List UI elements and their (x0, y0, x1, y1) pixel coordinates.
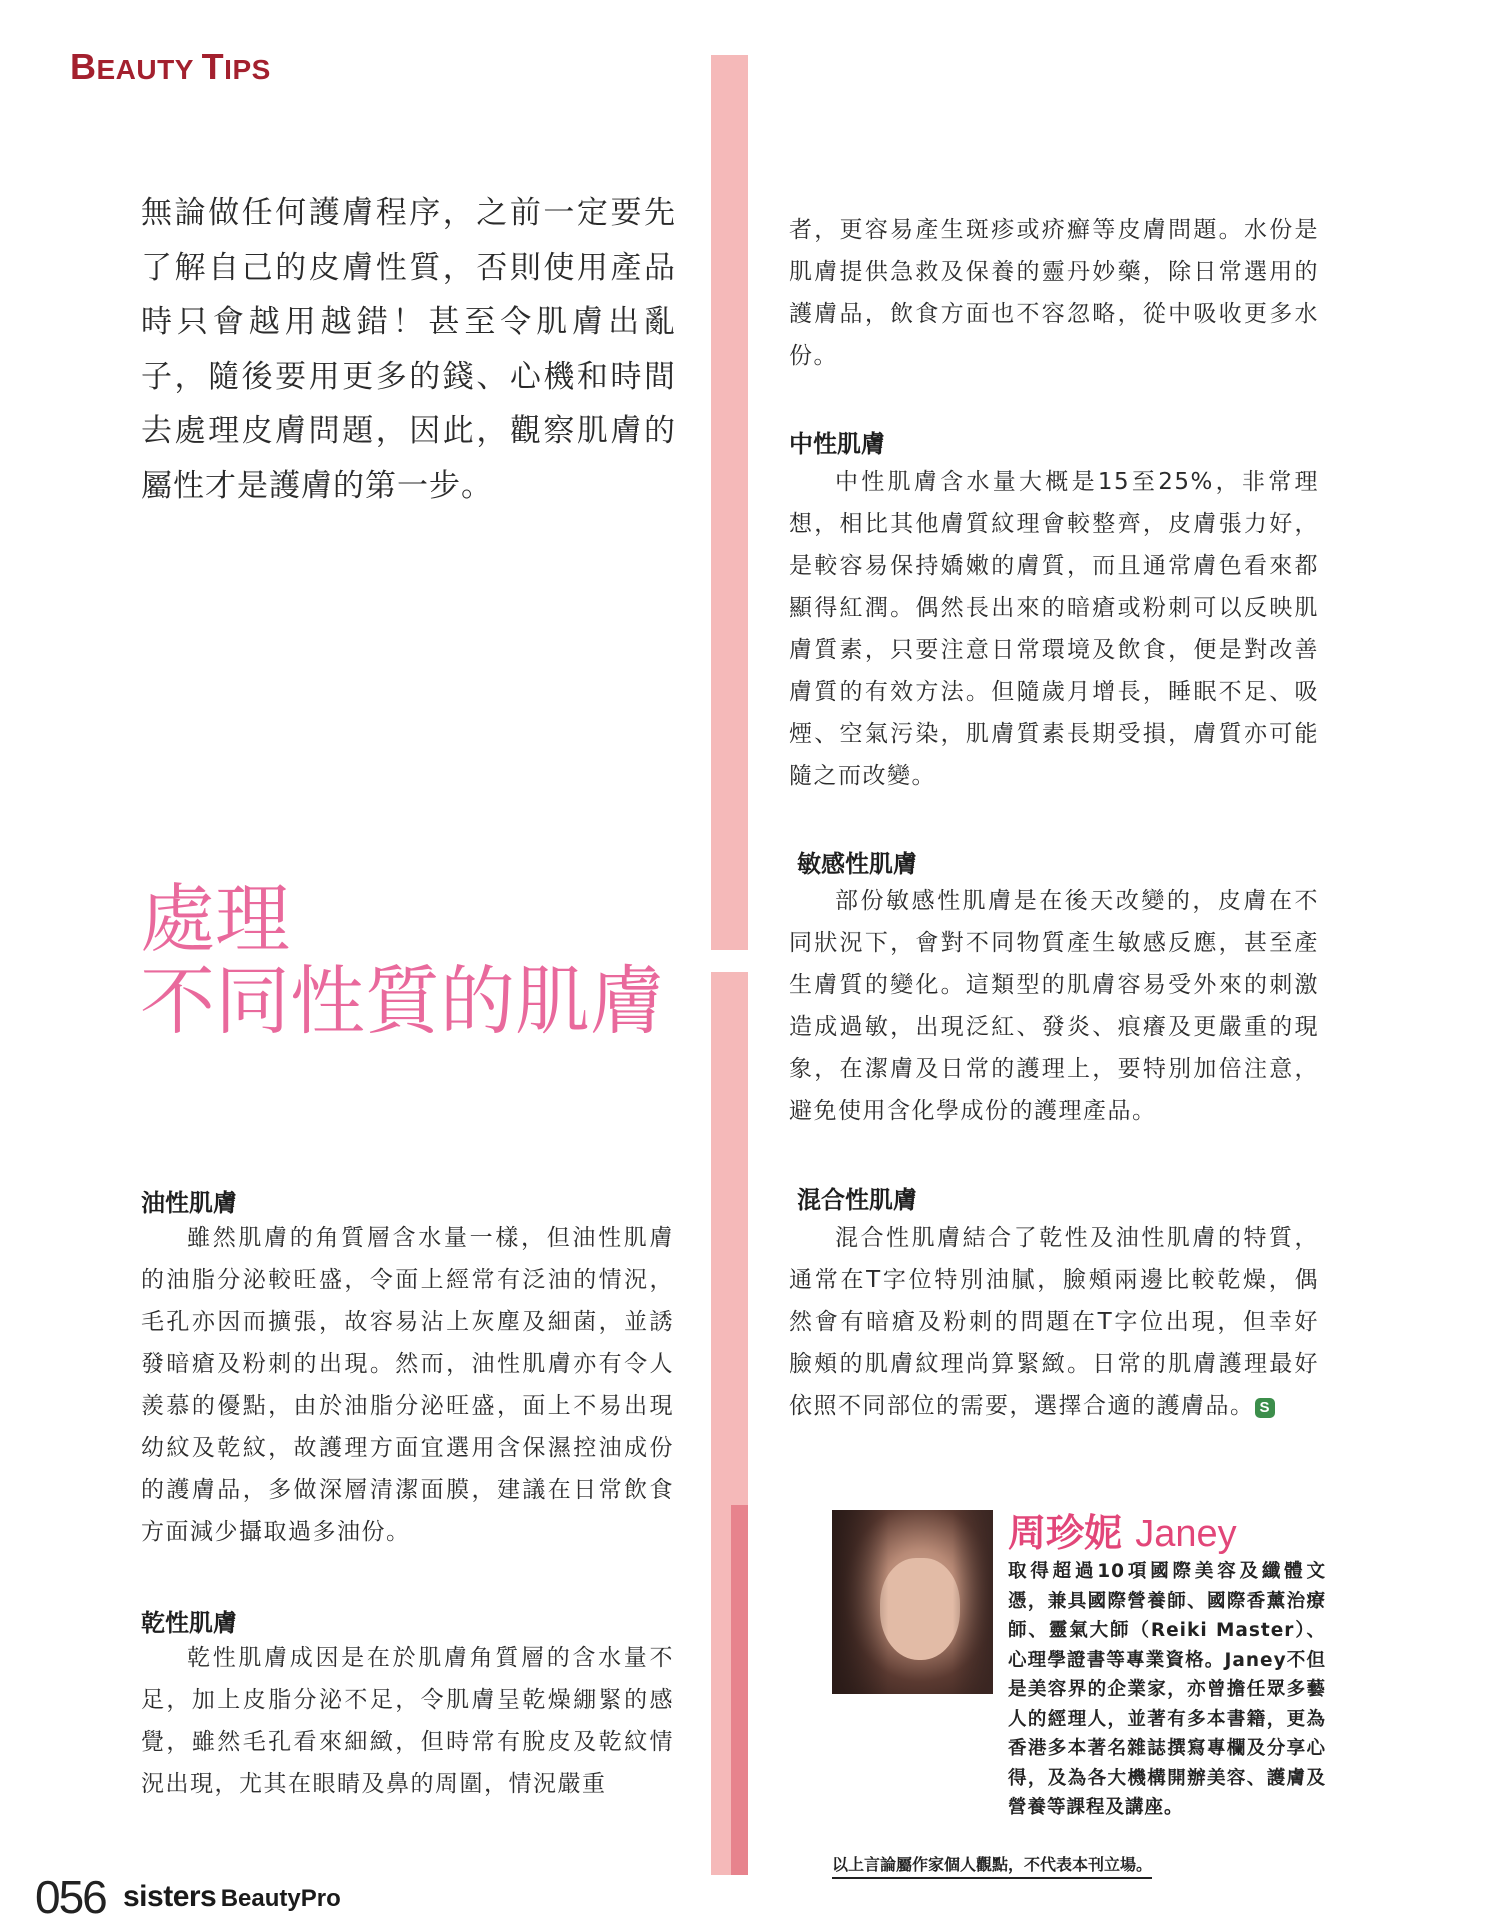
author-hair-shape (832, 1510, 993, 1694)
article-title-line-1: 處理 (140, 875, 291, 963)
article-title-line-2: 不同性質的肌膚 (140, 957, 666, 1045)
decorative-stripe-accent (731, 1505, 748, 1875)
author-photo (832, 1510, 993, 1694)
header-rest-1: EAUTY (96, 54, 202, 85)
disclaimer: 以上言論屬作家個人觀點，不代表本刊立場。 (832, 1852, 1152, 1879)
combination-skin-text-body: 混合性肌膚結合了乾性及油性肌膚的特質，通常在T字位特別油膩，臉頰兩邊比較乾燥，偶然會有暗瘡及粉刺的問題在T字位出現，但幸好臉頰的肌膚紋理尚算緊緻。日常的肌膚護理最好依照不同部位的需要，選擇合適的護膚品。 (789, 1225, 1319, 1419)
dry-skin-heading: 乾性肌膚 (141, 1608, 237, 1637)
sensitive-skin-text: 部份敏感性肌膚是在後天改變的，皮膚在不同狀況下，會對不同物質產生敏感反應，甚至產生膚質的變化。這類型的肌膚容易受外來的刺激造成過敏，出現泛紅、發炎、痕癢及更嚴重的現象，在潔膚及日常的護理上，要特別加倍注意，避免使用含化學成份的護理產品。 (789, 888, 1319, 1124)
magazine-section: BeautyPro (220, 1885, 341, 1912)
magazine-brand (123, 1880, 341, 1914)
oily-skin-heading: 油性肌膚 (141, 1188, 237, 1217)
page-number: 056 (35, 1871, 106, 1923)
header-initial-t: T (201, 46, 225, 87)
oily-skin-text: 雖然肌膚的角質層含水量一樣，但油性肌膚的油脂分泌較旺盛，令面上經常有泛油的情況，毛孔亦因而擴張，故容易沾上灰塵及細菌，並誘發暗瘡及粉刺的出現。然而，油性肌膚亦有令人羨慕的優點，由於油脂分泌旺盛，面上不易出現幼紋及乾紋，故護理方面宜選用含保濕控油成份的護膚品，多做深層清潔面膜，建議在日常飲食方面減少攝取過多油份。 (141, 1225, 674, 1545)
author-bio: 取得超過10項國際美容及纖體文憑，兼具國際營養師、國際香薰治療師、靈氣大師（Reiki Master）、心理學證書等專業資格。Janey不但是美容界的企業家，亦曾擔任眾多藝人的經理人，並著有多本書籍，更為香港多本著名雜誌撰寫專欄及分享心得，及為各大機構開辦美容、護膚及營養等課程及講座。 (1008, 1561, 1326, 1818)
magazine-name: sisters (123, 1880, 217, 1913)
sensitive-skin-heading: 敏感性肌膚 (797, 849, 917, 878)
author-name-en: Janey (1135, 1513, 1237, 1555)
neutral-skin-text: 中性肌膚含水量大概是15至25%，非常理想，相比其他膚質紋理會較整齊，皮膚張力好，是較容易保持嬌嫩的膚質，而且通常膚色看來都顯得紅潤。偶然長出來的暗瘡或粉刺可以反映肌膚質素，只要注意日常環境及飲食，便是對改善膚質的有效方法。但隨歲月增長，睡眠不足、吸煙、空氣污染，肌膚質素長期受損，膚質亦可能隨之而改變。 (789, 469, 1319, 789)
combination-skin-text (789, 1217, 1319, 1427)
dry-skin-text: 乾性肌膚成因是在於肌膚角質層的含水量不足，加上皮脂分泌不足，令肌膚呈乾燥綳緊的感覺，雖然毛孔看來細緻，但時常有脫皮及乾紋情況出現，尤其在眼睛及鼻的周圍，情況嚴重 (141, 1645, 674, 1797)
article-title (140, 875, 666, 1045)
dry-skin-text-continued: 者，更容易產生斑疹或疥癬等皮膚問題。水份是肌膚提供急救及保養的靈丹妙藥，除日常選用的護膚品，飲食方面也不容忽略，從中吸收更多水份。 (789, 217, 1319, 369)
decorative-stripe-top (711, 55, 748, 950)
combination-skin-heading: 混合性肌膚 (797, 1185, 917, 1214)
author-name (1008, 1502, 1237, 1557)
section-header (70, 46, 271, 88)
header-rest-2: IPS (224, 54, 271, 85)
header-initial-b: B (70, 46, 97, 87)
author-name-zh: 周珍妮 (1008, 1511, 1123, 1555)
neutral-skin-heading: 中性肌膚 (789, 429, 885, 458)
end-mark-icon: S (1255, 1398, 1275, 1418)
intro-paragraph: 無論做任何護膚程序，之前一定要先了解自己的皮膚性質，否則使用產品時只會越用越錯！甚至令肌膚出亂子，隨後要用更多的錢、心機和時間去處理皮膚問題，因此，觀察肌膚的屬性才是護膚的第一步。 (141, 195, 676, 504)
